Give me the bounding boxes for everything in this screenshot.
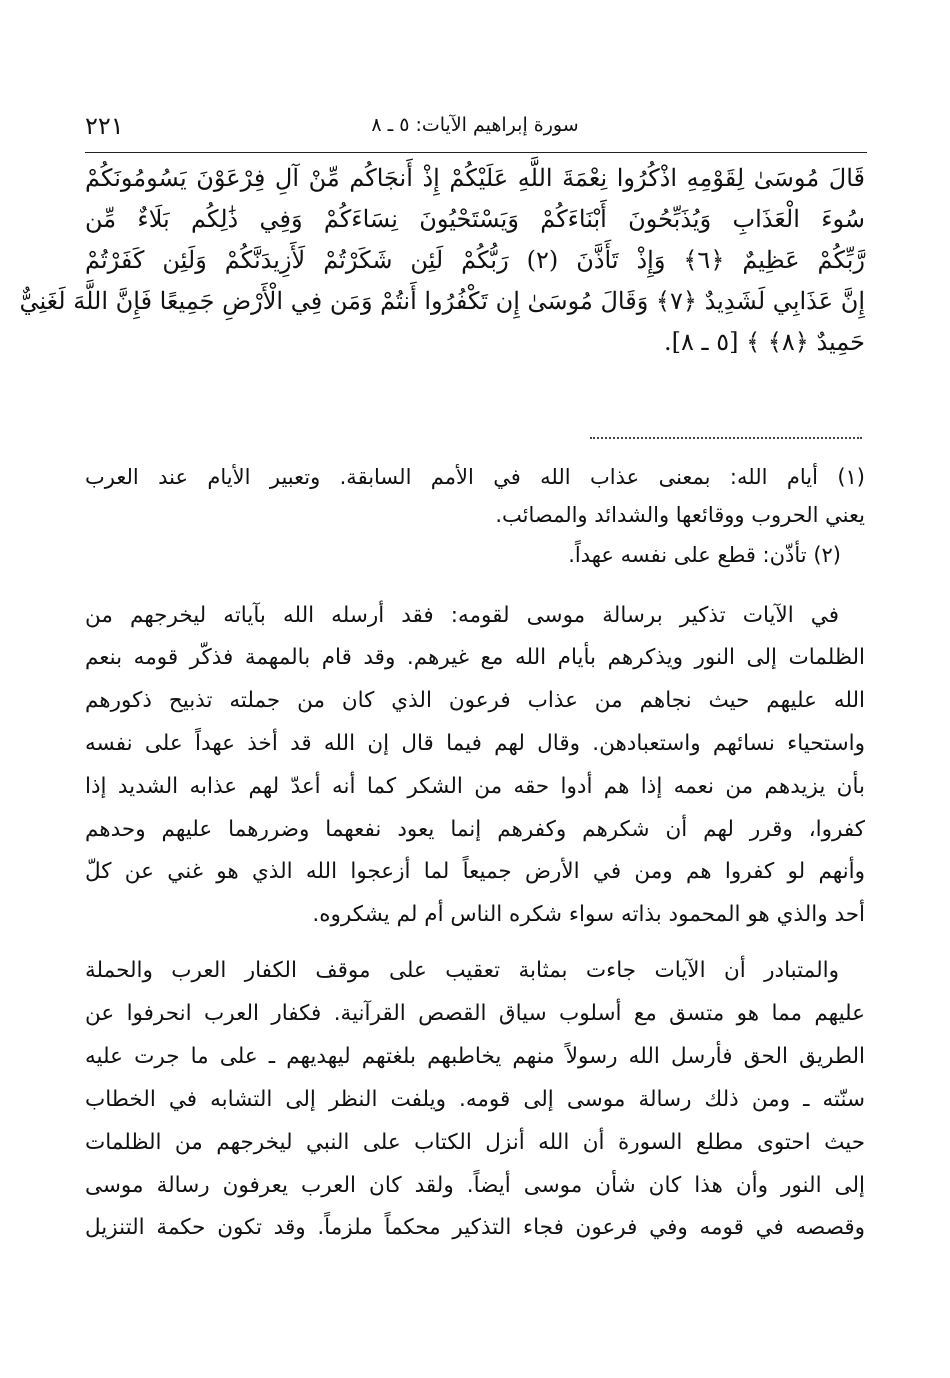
- paragraph-line: سنّته ـ ومن ذلك رسالة موسى إلى قومه. ويلفت النظر إلى التشابه في الخطاب: [85, 1087, 865, 1112]
- page-header: [85, 112, 865, 148]
- quran-line: قَالَ مُوسَىٰ لِقَوْمِهِ اذْكُرُوا نِعْمَةَ اللَّهِ عَلَيْكُمْ إِذْ أَنجَاكُم مِّنْ آلِ فِرْعَوْنَ يَسُومُونَكُمْ: [85, 164, 865, 192]
- paragraph-line: بأن يزيدهم من نعمه إذا هم أدوا حقه من الشكر كما أنه أعدّ لهم عذابه الشديد إذا: [85, 774, 865, 799]
- quran-line: حَمِيدٌ ﴿٨﴾ ﴾ [٥ ـ ٨].: [664, 328, 865, 356]
- paragraph-line: إلى النور وأن هذا كان شأن موسى أيضاً. ولقد كان العرب يعرفون رسالة موسى: [85, 1173, 865, 1198]
- paragraph-line: حيث احتوى مطلع السورة أن الله أنزل الكتاب على النبي ليخرجهم من الظلمات: [85, 1130, 865, 1155]
- running-title: سورة إبراهيم الآيات: ٥ ـ ٨: [371, 114, 579, 136]
- footnote-line: (١) أيام الله: بمعنى عذاب الله في الأمم السابقة. وتعبير الأيام عند العرب: [85, 465, 865, 489]
- paragraph-line: واستحياء نسائهم واستعبادهن. وقال لهم فيما قال إن الله قد أخذ عهداً على نفسه: [85, 731, 865, 756]
- paragraph-line: عليهم مما هو متسق مع أسلوب سياق القصص القرآنية. فكفار العرب انحرفوا عن: [85, 1001, 865, 1026]
- footnote-line: (٢) تأذّن: قطع على نفسه عهداً.: [568, 543, 841, 567]
- paragraph-line: في الآيات تذكير برسالة موسى لقومه: فقد أرسله الله بآياته ليخرجهم من: [85, 603, 839, 628]
- page-number: ٢٢١: [85, 112, 124, 140]
- quran-line: سُوءَ الْعَذَابِ وَيُذَبِّحُونَ أَبْنَاءَكُمْ وَيَسْتَحْيُونَ نِسَاءَكُمْ وَفِي ذَٰلِكُم بَلَاءٌ مِّن: [85, 205, 865, 233]
- paragraph-line: كفروا، وقرر لهم أن شكرهم وكفرهم إنما يعود نفعهما وضررهما عليهم وحدهم: [85, 817, 865, 842]
- paragraph-line: الطريق الحق فأرسل الله رسولاً منهم يخاطبهم بلغتهم ليهديهم ـ على ما جرت عليه: [85, 1044, 865, 1069]
- header-rule: [85, 152, 867, 153]
- quran-line: إِنَّ عَذَابِي لَشَدِيدٌ ﴿٧﴾ وَقَالَ مُوسَىٰ إِن تَكْفُرُوا أَنتُمْ وَمَن فِي الْأَرْضِ جَمِيعًا فَإِنَّ اللَّهَ لَغَنِيٌّ: [19, 287, 865, 315]
- paragraph-line: والمتبادر أن الآيات جاءت بمثابة تعقيب على موقف الكفار العرب والحملة: [85, 958, 839, 983]
- paragraph-line: أحد والذي هو المحمود بذاته سواء شكره الناس أم لم يشكروه.: [312, 902, 865, 927]
- footnote-line: يعني الحروب ووقائعها والشدائد والمصائب.: [495, 503, 865, 527]
- paragraph-line: الله عليهم حيث نجاهم من عذاب فرعون الذي كان من جملته تذبيح ذكورهم: [85, 688, 865, 713]
- paragraph-line: وأنهم لو كفروا هم ومن في الأرض جميعاً لما أزعجوا الله الذي هو غني عن كلّ: [85, 859, 865, 884]
- quran-line: رَّبِّكُمْ عَظِيمٌ ﴿٦﴾ وَإِذْ تَأَذَّنَ (٢) رَبُّكُمْ لَئِن شَكَرْتُمْ لَأَزِيدَنَّكُمْ وَلَئِن كَفَرْتُمْ: [85, 246, 865, 274]
- paragraph-line: الظلمات إلى النور ويذكرهم بأيام الله مع غيرهم. وقد قام بالمهمة فذكّر قومه بنعم: [85, 645, 865, 670]
- paragraph-line: وقصصه في قومه وفي فرعون فجاء التذكير محكماً ملزماً. وقد تكون حكمة التنزيل: [85, 1215, 865, 1240]
- footnote-separator: [590, 437, 862, 439]
